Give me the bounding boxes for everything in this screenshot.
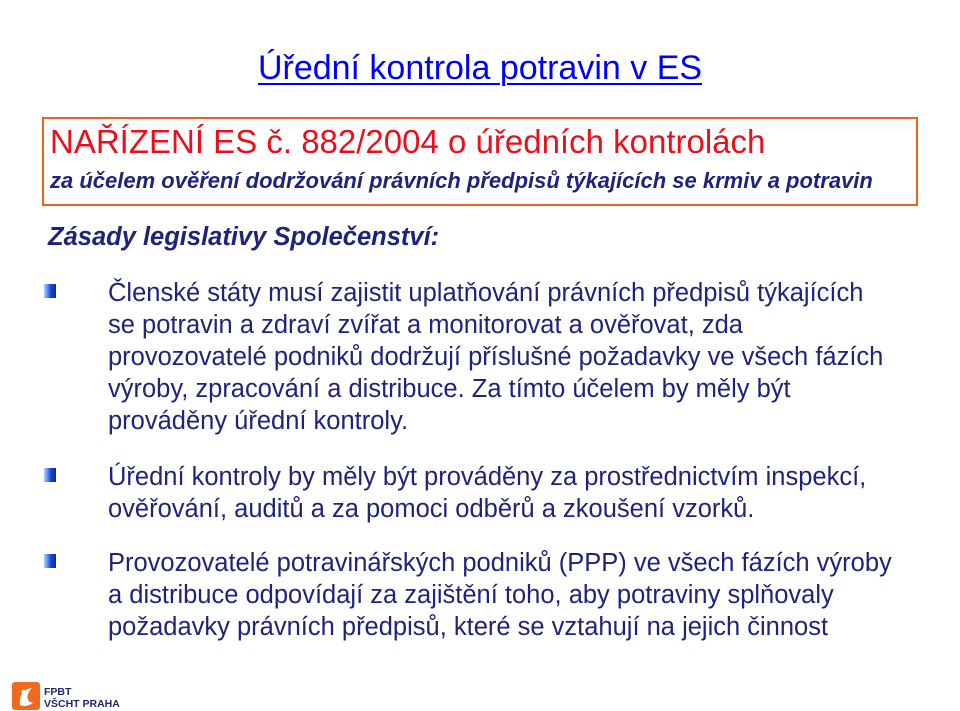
bullet-text	[108, 277, 883, 437]
regulation-heading: NAŘÍZENÍ ES č. 882/2004 o úředních kontrolách	[50, 123, 766, 160]
institution-logo	[12, 682, 142, 710]
bullet-line: ověřování, auditů a za pomoci odběrů a zkoušení vzorků.	[108, 495, 755, 523]
logo-text-vscht: VŠCHT PRAHA	[44, 698, 120, 710]
bullet-line: požadavky právních předpisů, které se vztahují na jejich činnost	[108, 613, 829, 641]
bullet-text	[108, 461, 866, 525]
bullet-line: provozovatelé podniků dodržují příslušné požadavky ve všech fázích	[108, 343, 884, 371]
bullet-line: prováděny úřední kontroly.	[108, 407, 409, 435]
square-bullet-icon	[44, 284, 56, 298]
bullet-line: Provozovatelé potravinářských podniků (PPP) ve všech fázích výroby	[108, 549, 892, 577]
square-bullet-icon	[44, 468, 56, 482]
bullet-line: se potravin a zdraví zvířat a monitorovat a ověřovat, zda	[108, 311, 743, 339]
square-bullet-icon	[44, 554, 56, 568]
fpbt-logo-icon	[12, 682, 40, 710]
bullet-line: výroby, zpracování a distribuce. Za tímto účelem by měly být	[108, 375, 791, 403]
regulation-box	[42, 117, 918, 206]
bullet-line: a distribuce odpovídají za zajištění toho, aby potraviny splňovaly	[108, 581, 834, 609]
section-heading: Zásady legislativy Společenství:	[48, 223, 440, 251]
regulation-subheading: za účelem ověření dodržování právních předpisů týkajících se krmiv a potravin	[50, 168, 873, 193]
bullet-line: Členské státy musí zajistit uplatňování právních předpisů týkajících	[108, 279, 864, 307]
logo-text-fpbt: FPBT	[44, 686, 72, 698]
bullet-line: Úřední kontroly by měly být prováděny za prostřednictvím inspekcí,	[108, 463, 867, 491]
slide-title: Úřední kontrola potravin v ES	[257, 49, 703, 87]
bullet-text	[108, 547, 892, 643]
